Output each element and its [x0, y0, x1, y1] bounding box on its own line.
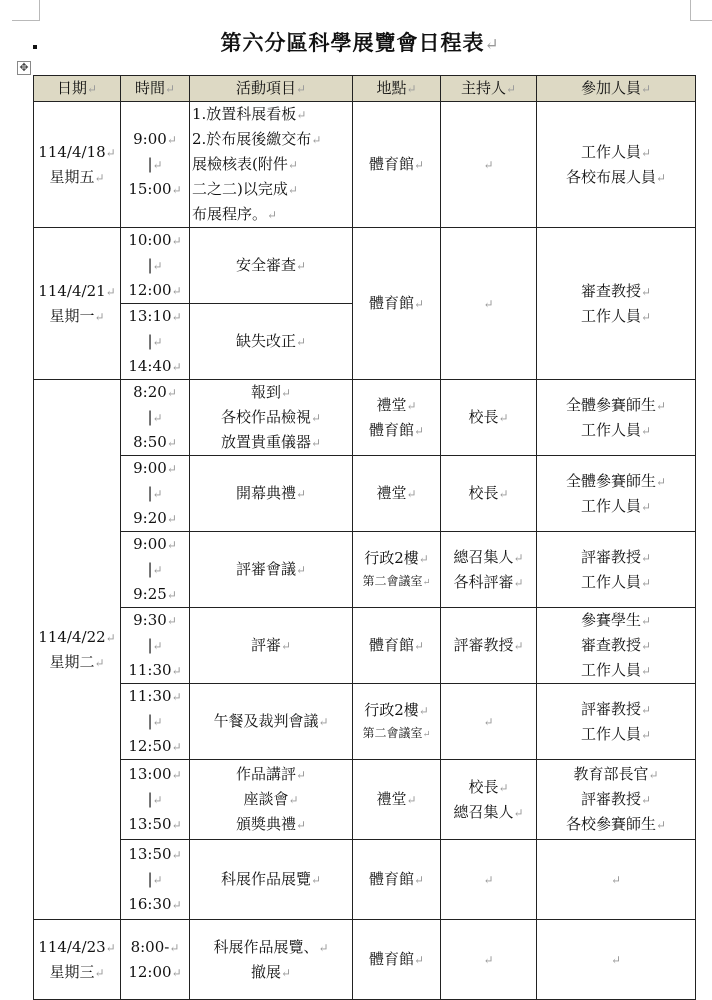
paragraph-mark: ↵	[94, 655, 105, 670]
paragraph-mark: ↵	[483, 158, 494, 172]
paragraph-mark: ↵	[513, 550, 524, 565]
paragraph-mark: ↵	[413, 953, 425, 967]
participants-cell	[537, 840, 696, 920]
paragraph-mark: ↵	[422, 729, 431, 740]
location-cell	[353, 380, 441, 456]
list-bullet	[33, 45, 37, 49]
header-location: 地點↵	[353, 76, 441, 102]
time-cell-line: 12:00↵	[128, 281, 182, 299]
table-row	[34, 760, 696, 840]
date-cell-line: 星期二↵	[49, 652, 105, 671]
paragraph-mark: ↵	[318, 715, 329, 729]
host-cell-line: 校長↵	[468, 777, 509, 796]
table-row	[34, 380, 696, 456]
paragraph-mark: ↵	[413, 423, 425, 438]
paragraph-mark: ↵	[655, 398, 667, 413]
location-cell	[353, 228, 441, 380]
paragraph-mark: ↵	[164, 82, 176, 96]
table-row	[34, 608, 696, 684]
paragraph-mark: ↵	[152, 487, 163, 501]
paragraph-mark: ↵	[655, 170, 667, 185]
paragraph-mark: ↵	[267, 208, 278, 222]
activity-cell-line: 科展作品展覽↵	[220, 870, 322, 888]
host-cell-line: 總召集人↵	[453, 802, 524, 821]
table-row	[34, 920, 696, 1000]
host-cell	[441, 380, 537, 456]
time-cell	[121, 228, 190, 304]
paragraph-mark: ↵	[169, 940, 180, 955]
time-cell-line: 9:00↵	[133, 130, 177, 148]
participants-cell	[537, 380, 696, 456]
paragraph-mark: ↵	[166, 614, 177, 628]
paragraph-mark: ↵	[166, 386, 177, 400]
time-cell-line: 12:00↵	[128, 962, 182, 981]
location-cell	[353, 920, 441, 1000]
paragraph-mark: ↵	[152, 259, 163, 273]
paragraph-mark: ↵	[513, 805, 524, 820]
time-cell	[121, 456, 190, 532]
paragraph-mark: ↵	[413, 639, 425, 653]
participants-cell-line: 評審教授↵	[580, 547, 652, 566]
paragraph-mark: ↵	[418, 704, 429, 718]
paragraph-mark: ↵	[640, 284, 652, 299]
paragraph-mark: ↵	[171, 848, 182, 862]
activity-cell	[190, 840, 353, 920]
paragraph-mark: ↵	[171, 768, 182, 782]
time-cell-line: |↵	[147, 332, 163, 350]
location-cell	[353, 608, 441, 684]
paragraph-mark: ↵	[94, 309, 105, 324]
paragraph-mark: ↵	[295, 259, 307, 273]
paragraph-mark: ↵	[171, 310, 182, 324]
location-cell-line: 體育館↵	[368, 420, 425, 439]
participants-cell-line: 工作人員↵	[580, 496, 652, 515]
location-cell-line: 禮堂↵	[376, 395, 417, 414]
time-cell	[121, 304, 190, 380]
header-date: 日期↵	[34, 76, 121, 102]
paragraph-mark: ↵	[640, 793, 652, 807]
activity-cell-line: 2.於布展後繳交布↵	[192, 130, 322, 148]
date-cell	[34, 380, 121, 920]
activity-cell-line: 評審會議↵	[235, 560, 307, 578]
paragraph-mark: ↵	[295, 82, 307, 96]
paragraph-mark: ↵	[655, 474, 667, 489]
activity-cell	[190, 920, 353, 1000]
location-cell-line: 行政2樓↵	[364, 549, 429, 567]
date-cell-line: 星期一↵	[49, 306, 105, 325]
location-cell-line: 體育館↵	[368, 950, 425, 968]
paragraph-mark: ↵	[166, 512, 177, 526]
paragraph-mark: ↵	[413, 297, 425, 311]
paragraph-mark: ↵	[171, 360, 182, 374]
time-cell-line: 13:50↵	[128, 815, 182, 833]
location-cell	[353, 840, 441, 920]
host-cell-line: 各科評審↵	[453, 572, 524, 591]
paragraph-mark: ↵	[152, 715, 163, 729]
header-participants: 參加人員↵	[537, 76, 696, 102]
paragraph-mark: ↵	[413, 158, 425, 172]
date-cell	[34, 102, 121, 228]
date-cell	[34, 228, 121, 380]
activity-cell-line: 座談會↵	[243, 790, 299, 808]
time-cell	[121, 840, 190, 920]
time-cell	[121, 608, 190, 684]
participants-cell	[537, 228, 696, 380]
paragraph-mark: ↵	[105, 284, 116, 299]
time-cell-line: 15:00↵	[128, 180, 182, 198]
crop-mark-top-right-vertical	[690, 0, 691, 20]
paragraph-mark: ↵	[295, 487, 307, 501]
schedule-table	[33, 75, 696, 1000]
activity-cell-line: 布展程序。↵	[192, 205, 278, 223]
activity-cell-line: 放置貴重儀器↵	[220, 433, 322, 451]
paragraph-mark: ↵	[311, 133, 322, 147]
paragraph-mark: ↵	[310, 873, 322, 887]
table-row	[34, 684, 696, 760]
time-cell-line: 9:00↵	[133, 459, 177, 477]
host-cell-line: 總召集人↵	[453, 547, 524, 566]
participants-cell-line: 工作人員↵	[580, 306, 652, 325]
host-cell-line: 校長↵	[468, 408, 509, 426]
time-cell-line: 13:10↵	[128, 307, 182, 325]
activity-cell	[190, 102, 353, 228]
participants-cell	[537, 456, 696, 532]
date-cell-line: 114/4/23↵	[38, 937, 116, 956]
paragraph-mark: ↵	[171, 690, 182, 704]
participants-cell-line: 評審教授↵	[580, 699, 652, 718]
paragraph-mark: ↵	[166, 462, 177, 476]
time-cell-line: 9:20↵	[133, 509, 177, 527]
paragraph-mark: ↵	[152, 158, 163, 172]
activity-cell-line: 開幕典禮↵	[235, 484, 307, 502]
paragraph-mark: ↵	[498, 780, 509, 795]
time-cell-line: 9:25↵	[133, 585, 177, 603]
activity-cell-line: 頒獎典禮↵	[235, 815, 307, 833]
location-cell-line: 第二會議室↵	[362, 726, 431, 740]
page-title-text: 第六分區科學展覽會日程表	[220, 30, 485, 55]
move-handle-icon[interactable]: ✥	[17, 61, 31, 75]
participants-cell	[537, 608, 696, 684]
location-cell-line: 體育館↵	[368, 155, 425, 173]
paragraph-mark: ↵	[171, 664, 182, 678]
paragraph-mark: ↵	[640, 614, 652, 628]
date-cell-line: 114/4/18↵	[38, 142, 116, 161]
time-cell-line: |↵	[147, 870, 163, 888]
participants-cell-line: 工作人員↵	[580, 142, 652, 161]
paragraph-mark: ↵	[483, 953, 494, 967]
time-cell	[121, 760, 190, 840]
paragraph-mark: ↵	[422, 577, 431, 588]
date-cell	[34, 920, 121, 1000]
paragraph-mark: ↵	[610, 953, 622, 967]
paragraph-mark: ↵	[295, 768, 307, 782]
paragraph-mark: ↵	[94, 965, 105, 980]
paragraph-mark: ↵	[406, 793, 417, 807]
participants-cell-line: 全體參賽師生↵	[565, 395, 667, 414]
paragraph-mark: ↵	[287, 158, 298, 172]
paragraph-mark: ↵	[105, 630, 116, 645]
page-title	[150, 27, 570, 57]
paragraph-mark: ↵	[640, 575, 652, 590]
paragraph-mark: ↵	[166, 538, 177, 552]
host-cell	[441, 102, 537, 228]
paragraph-mark: ↵	[280, 965, 292, 980]
time-cell-line: 9:30↵	[133, 611, 177, 629]
time-cell-line: 14:40↵	[128, 357, 182, 375]
paragraph-mark: ↵	[288, 793, 299, 807]
activity-cell-line: 1.放置科展看板↵	[192, 105, 307, 123]
time-cell-line: 13:50↵	[128, 845, 182, 863]
activity-cell	[190, 684, 353, 760]
host-cell	[441, 608, 537, 684]
time-cell-line: |↵	[147, 636, 163, 654]
header-host: 主持人↵	[441, 76, 537, 102]
date-cell-line: 114/4/22↵	[38, 627, 116, 646]
paragraph-mark: ↵	[280, 386, 292, 400]
table-row	[34, 228, 696, 304]
location-cell	[353, 684, 441, 760]
paragraph-mark: ↵	[640, 639, 652, 653]
paragraph-mark: ↵	[640, 423, 652, 438]
participants-cell	[537, 920, 696, 1000]
paragraph-mark: ↵	[105, 145, 116, 160]
activity-cell-line: 展檢核表(附件↵	[192, 155, 298, 173]
paragraph-mark: ↵	[295, 335, 307, 349]
activity-cell-line: 安全審查↵	[235, 256, 307, 274]
participants-cell-line: 各校布展人員↵	[565, 167, 667, 186]
paragraph-mark: ↵	[513, 575, 524, 590]
location-cell-line: 體育館↵	[368, 294, 425, 312]
host-cell	[441, 228, 537, 380]
time-cell-line: 10:00↵	[128, 231, 182, 249]
paragraph-mark: ↵	[610, 873, 622, 887]
time-cell-line: 8:20↵	[133, 383, 177, 401]
participants-cell	[537, 760, 696, 840]
date-cell-line: 星期三↵	[49, 962, 105, 981]
paragraph-mark: ↵	[640, 664, 652, 678]
paragraph-mark: ↵	[318, 940, 329, 955]
time-cell-line: |↵	[147, 560, 163, 578]
header-time: 時間↵	[121, 76, 190, 102]
time-cell-line: 9:00↵	[133, 535, 177, 553]
date-cell-line: 114/4/21↵	[38, 281, 116, 300]
activity-cell	[190, 228, 353, 304]
time-cell-line: 8:50↵	[133, 433, 177, 451]
paragraph-mark: ↵	[94, 170, 105, 185]
paragraph-mark: ↵	[152, 873, 163, 887]
paragraph-mark: ↵	[166, 436, 177, 450]
paragraph-mark: ↵	[655, 818, 667, 832]
paragraph-mark: ↵	[413, 873, 425, 887]
table-header-row	[34, 76, 696, 102]
activity-cell	[190, 304, 353, 380]
location-cell-line: 行政2樓↵	[364, 701, 429, 719]
time-cell-line: |↵	[147, 790, 163, 808]
participants-cell-line: 審查教授↵	[580, 281, 652, 300]
time-cell	[121, 380, 190, 456]
paragraph-mark: ↵	[171, 965, 182, 980]
participants-cell-line: 工作人員↵	[580, 661, 652, 679]
paragraph-mark: ↵	[310, 411, 322, 425]
time-cell	[121, 920, 190, 1000]
table-row	[34, 102, 696, 228]
host-cell-line: 校長↵	[468, 484, 509, 502]
location-cell	[353, 532, 441, 608]
paragraph-mark: ↵	[483, 715, 494, 729]
paragraph-mark: ↵	[171, 818, 182, 832]
paragraph-mark: ↵	[152, 411, 163, 425]
time-cell-line: |↵	[147, 712, 163, 730]
paragraph-mark: ↵	[498, 411, 509, 425]
time-cell	[121, 532, 190, 608]
location-cell-line: 體育館↵	[368, 870, 425, 888]
participants-cell-line: 審查教授↵	[580, 636, 652, 654]
paragraph-mark: ↵	[86, 82, 98, 96]
time-cell-line: |↵	[147, 408, 163, 426]
activity-cell	[190, 760, 353, 840]
participants-cell-line: 教育部長官↵	[573, 765, 659, 783]
host-cell	[441, 840, 537, 920]
activity-cell-line: 缺失改正↵	[235, 332, 307, 350]
paragraph-mark: ↵	[498, 487, 509, 501]
paragraph-mark: ↵	[513, 639, 524, 653]
location-cell-line: 體育館↵	[368, 636, 425, 654]
crop-mark-top-left-vertical	[39, 0, 40, 20]
time-cell-line: 16:30↵	[128, 895, 182, 913]
paragraph-mark: ↵	[406, 82, 417, 96]
participants-cell-line: 評審教授↵	[580, 790, 652, 808]
paragraph-mark: ↵	[310, 436, 322, 450]
participants-cell-line: 工作人員↵	[580, 724, 652, 743]
paragraph-mark: ↵	[280, 639, 292, 653]
location-cell-line: 禮堂↵	[376, 790, 417, 808]
paragraph-mark: ↵	[295, 563, 307, 577]
time-cell-line: |↵	[147, 155, 163, 173]
time-cell-line: 13:00↵	[128, 765, 182, 783]
participants-cell-line: 全體參賽師生↵	[565, 471, 667, 490]
paragraph-mark: ↵	[483, 873, 494, 887]
paragraph-mark: ↵	[418, 552, 429, 566]
activity-cell	[190, 380, 353, 456]
activity-cell-line: 各校作品檢視↵	[220, 408, 322, 426]
time-cell-line: |↵	[147, 484, 163, 502]
participants-cell-line: 工作人員↵	[580, 572, 652, 591]
paragraph-mark: ↵	[287, 183, 298, 197]
paragraph-mark: ↵	[483, 297, 494, 311]
paragraph-mark: ↵	[640, 499, 652, 514]
paragraph-mark: ↵	[171, 234, 182, 248]
participants-cell	[537, 532, 696, 608]
activity-cell-line: 午餐及裁判會議↵	[213, 712, 329, 730]
crop-mark-top-left-horizontal	[12, 20, 40, 21]
paragraph-mark: ↵	[640, 82, 652, 96]
activity-cell-line: 撤展↵	[250, 962, 292, 981]
host-cell	[441, 532, 537, 608]
time-cell-line: 11:30↵	[128, 661, 182, 679]
paragraph-mark: ↵	[484, 34, 500, 54]
paragraph-mark: ↵	[166, 133, 177, 147]
paragraph-mark: ↵	[171, 284, 182, 298]
paragraph-mark: ↵	[640, 145, 652, 160]
time-cell-line: |↵	[147, 256, 163, 274]
host-cell	[441, 456, 537, 532]
location-cell-line: 第二會議室↵	[362, 574, 431, 588]
paragraph-mark: ↵	[640, 309, 652, 324]
paragraph-mark: ↵	[406, 398, 417, 413]
paragraph-mark: ↵	[171, 183, 182, 197]
activity-cell-line: 二之二)以完成↵	[192, 180, 298, 198]
paragraph-mark: ↵	[640, 702, 652, 717]
participants-cell-line: 參賽學生↵	[580, 611, 652, 629]
table-row	[34, 456, 696, 532]
paragraph-mark: ↵	[152, 335, 163, 349]
table-row	[34, 840, 696, 920]
paragraph-mark: ↵	[640, 550, 652, 565]
paragraph-mark: ↵	[640, 727, 652, 742]
participants-cell	[537, 684, 696, 760]
activity-cell-line: 作品講評↵	[235, 765, 307, 783]
paragraph-mark: ↵	[152, 793, 163, 807]
paragraph-mark: ↵	[152, 563, 163, 577]
paragraph-mark: ↵	[166, 588, 177, 602]
location-cell	[353, 456, 441, 532]
participants-cell-line: 工作人員↵	[580, 420, 652, 439]
time-cell	[121, 684, 190, 760]
location-cell-line: 禮堂↵	[376, 484, 417, 502]
time-cell-line: 8:00-↵	[130, 937, 180, 956]
paragraph-mark: ↵	[505, 82, 517, 96]
activity-cell-line: 科展作品展覽、↵	[213, 937, 329, 956]
location-cell	[353, 102, 441, 228]
time-cell-line: 12:50↵	[128, 737, 182, 755]
time-cell	[121, 102, 190, 228]
time-cell-line: 11:30↵	[128, 687, 182, 705]
paragraph-mark: ↵	[171, 740, 182, 754]
paragraph-mark: ↵	[171, 898, 182, 912]
paragraph-mark: ↵	[296, 108, 307, 122]
paragraph-mark: ↵	[105, 940, 116, 955]
participants-cell	[537, 102, 696, 228]
crop-mark-top-right-horizontal	[690, 20, 712, 21]
location-cell	[353, 760, 441, 840]
activity-cell	[190, 608, 353, 684]
host-cell-line: 評審教授↵	[453, 636, 524, 654]
activity-cell-line: 報到↵	[250, 383, 292, 401]
activity-cell-line: 評審↵	[250, 636, 292, 654]
paragraph-mark: ↵	[295, 818, 307, 832]
date-cell-line: 星期五↵	[49, 167, 105, 186]
activity-cell	[190, 456, 353, 532]
host-cell	[441, 760, 537, 840]
host-cell	[441, 684, 537, 760]
paragraph-mark: ↵	[648, 768, 659, 782]
participants-cell-line: 各校參賽師生↵	[565, 815, 667, 833]
activity-cell	[190, 532, 353, 608]
paragraph-mark: ↵	[406, 487, 417, 501]
paragraph-mark: ↵	[152, 639, 163, 653]
table-row	[34, 532, 696, 608]
host-cell	[441, 920, 537, 1000]
header-activity: 活動項目↵	[190, 76, 353, 102]
